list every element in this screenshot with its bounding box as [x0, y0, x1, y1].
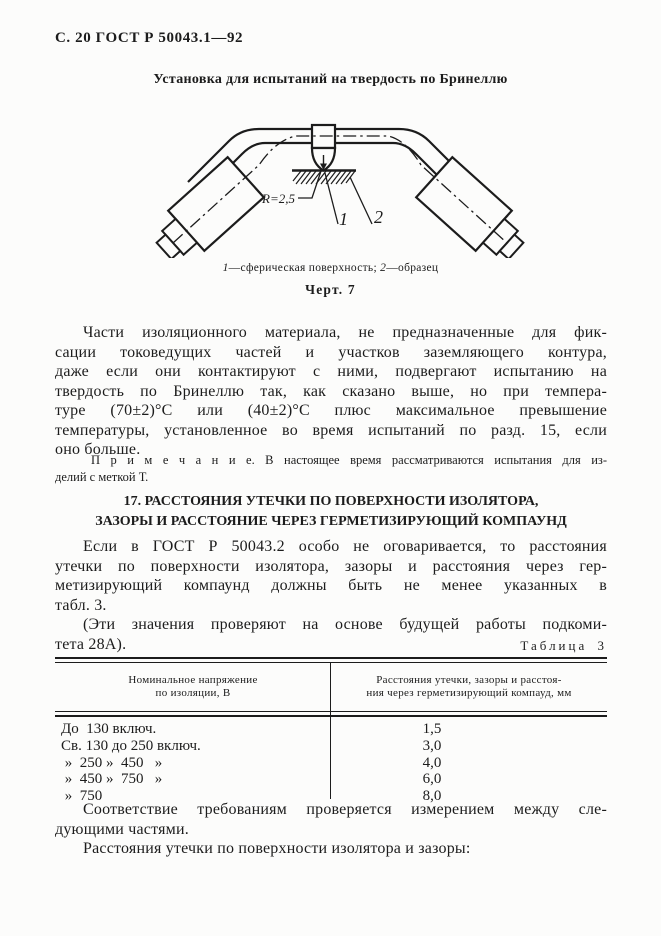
- brinell-test-figure: [128, 98, 552, 258]
- text-line: Расстояния утечки по поверхности изолятора и зазоры:: [83, 840, 471, 857]
- text-line: по изоляции, В: [155, 687, 231, 699]
- text-line: табл. 3.: [55, 596, 107, 614]
- radius-label: R=2,5: [262, 191, 295, 206]
- text-line: утечки по поверхности изолятора, зазоры и расстояния через гер-: [55, 557, 607, 575]
- text-line: 17. РАССТОЯНИЯ УТЕЧКИ ПО ПОВЕРХНОСТИ ИЗОЛЯТОРА,: [123, 494, 539, 509]
- voltage-range-cell: Св. 130 до 250 включ.: [61, 737, 201, 754]
- caption-text-2: —образец: [386, 262, 439, 274]
- figure-title: Установка для испытаний на твердость по Бринеллю: [153, 72, 508, 87]
- caption-ref-1: 1: [222, 262, 229, 274]
- text-line: Если в ГОСТ Р 50043.2 особо не оговаривается, то расстояния: [83, 538, 607, 555]
- text-line: ния через герметизирующий компауд, мм: [366, 687, 572, 699]
- text-line: сации токоведущих частей и участков заземляющего контура,: [55, 343, 607, 361]
- voltage-range-cell: » 250 » 450 »: [61, 754, 163, 771]
- distance-value-cell: 8,0: [422, 788, 442, 805]
- caption-ref-2: 2: [380, 262, 387, 274]
- text-line: тета 28А).: [55, 635, 127, 653]
- text-line: оно больше.: [55, 441, 141, 458]
- text-line: температуры, установленное во время испытаний по разд. 15, если: [55, 421, 607, 439]
- text-line: даже если они контактируют с ними, подвергают испытанию на: [55, 363, 607, 380]
- table-label: Таблица 3: [520, 638, 607, 653]
- paragraph-brinell-parts: [55, 323, 607, 460]
- text-line: (Эти значения проверяют на основе будущей работы подкоми-: [83, 616, 607, 633]
- caption-text-1: —сферическая поверхность;: [228, 262, 381, 274]
- text-line: твердость по Бринеллю так, как сказано выше, но при темпера-: [55, 382, 607, 400]
- distance-value-cell: 1,5: [422, 721, 442, 737]
- section-17-heading: [55, 492, 607, 531]
- text-line: Части изоляционного материала, не предназначенные для фик-: [83, 324, 607, 341]
- figure-caption: [0, 262, 661, 274]
- text-line: делий с меткой Т.: [55, 469, 149, 484]
- text-line: метизирующий компаунд должны быть не менее указанных в: [55, 577, 607, 594]
- column-header-distances: [331, 674, 607, 701]
- text-line: дующими частями.: [55, 820, 189, 838]
- text-line: ЗАЗОРЫ И РАССТОЯНИЕ ЧЕРЕЗ ГЕРМЕТИЗИРУЮЩИЙ КОМПАУНД: [95, 513, 567, 529]
- paragraph-conformity: [55, 800, 607, 839]
- voltage-range-cell: » 450 » 750 »: [61, 771, 163, 788]
- note-paragraph: [55, 452, 607, 485]
- text-line: туре (70±2)°С или (40±2)°С плюс максимальное превышение: [55, 402, 607, 419]
- text-line: Номинальное напряжение: [128, 673, 258, 686]
- voltage-range-cell: » 750: [61, 788, 103, 805]
- text-line: Расстояния утечки, зазоры и расстоя-: [376, 673, 562, 686]
- text-line: Соответствие требованиям проверяется измерением между сле-: [83, 801, 607, 818]
- text-line: П р и м е ч а н и е. В настоящее время рассматриваются испытания для из-: [91, 453, 607, 467]
- table-column-divider: [330, 663, 331, 799]
- distance-value-cell: 3,0: [422, 737, 442, 754]
- part-label-1: 1: [339, 209, 348, 229]
- column-header-voltage: [55, 674, 331, 701]
- distance-value-cell: 4,0: [422, 754, 442, 771]
- distance-value-cell: 6,0: [422, 771, 442, 788]
- figure-number: Черт. 7: [305, 282, 356, 297]
- paragraph-creepage-intro: [55, 839, 607, 859]
- voltage-range-cell: До 130 включ.: [61, 721, 157, 737]
- left-weight-box: [146, 157, 264, 258]
- specimen-hatch: [292, 171, 356, 185]
- paragraph-gost-reference: [55, 537, 607, 615]
- table-3: [55, 657, 607, 803]
- part-label-2: 2: [374, 207, 383, 227]
- page-header: С. 20 ГОСТ Р 50043.1—92: [55, 30, 244, 46]
